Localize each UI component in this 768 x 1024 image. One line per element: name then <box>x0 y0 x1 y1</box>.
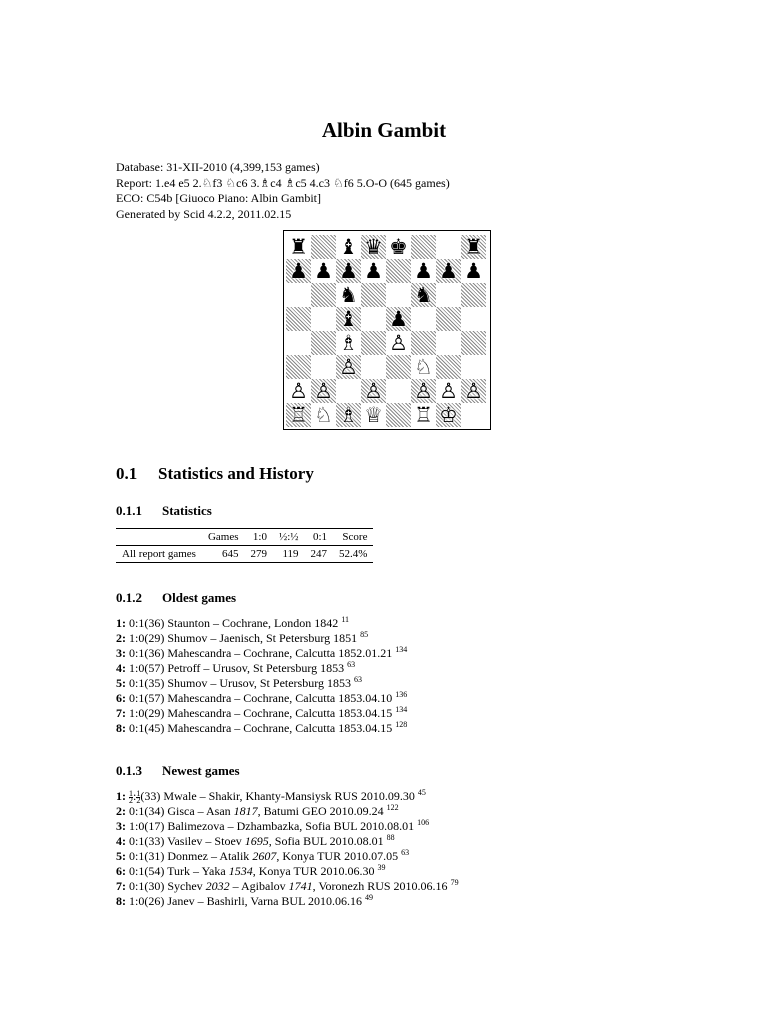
square-g1 <box>436 403 461 427</box>
statistics-heading: 0.1.1 Statistics <box>116 503 212 518</box>
stats-cell: 279 <box>250 548 267 560</box>
elo-rating: 1534 <box>228 864 253 878</box>
list-item <box>116 616 407 631</box>
page-title: Albin Gambit <box>321 118 447 142</box>
chess-board-frame <box>283 230 491 430</box>
half-fraction: $\frac{1}{2}$ <box>136 788 141 805</box>
chess-piece-icon: ♚ <box>389 234 408 259</box>
chess-piece-icon: ♟ <box>314 258 333 283</box>
chess-piece-icon: ♖ <box>414 402 433 427</box>
square-a8 <box>286 235 311 259</box>
list-item <box>116 849 459 864</box>
square-c1 <box>336 403 361 427</box>
elo-rating: 1741 <box>288 879 313 893</box>
elo-rating: 2607 <box>252 849 277 863</box>
move-count: 45 <box>417 788 426 797</box>
move-count: 106 <box>417 818 430 827</box>
move-count: 63 <box>347 660 356 669</box>
square-e8 <box>386 235 411 259</box>
square-a4 <box>286 331 311 355</box>
game-text: 1:0(26) Janev – Bashirli, Varna BUL 2010.06.16 <box>129 894 362 908</box>
square-h7 <box>461 259 486 283</box>
chess-piece-icon: ♝ <box>339 306 358 331</box>
game-text: 0:1(30) Sychev <box>129 879 206 893</box>
square-c4 <box>336 331 361 355</box>
database-line: Database: 31-XII-2010 (4,399,153 games) <box>116 160 320 174</box>
square-e7 <box>386 259 411 283</box>
game-text: 0:1(57) Mahescandra – Cochrane, Calcutta 1853.04.10 <box>129 691 393 705</box>
square-h1 <box>461 403 486 427</box>
generated-line: Generated by Scid 4.2.2, 2011.02.15 <box>116 206 292 221</box>
square-b7 <box>311 259 336 283</box>
chess-piece-icon: ♙ <box>414 378 433 403</box>
half-fraction: $\frac{1}{2}$ <box>129 788 133 805</box>
chess-piece-icon: ♗ <box>339 330 358 355</box>
game-text: (33) Mwale – Shakir, Khanty-Mansiysk RUS 2010.09.30 <box>140 789 415 803</box>
square-g6 <box>436 283 461 307</box>
square-f2 <box>411 379 436 403</box>
chess-piece-icon: ♟ <box>414 258 433 283</box>
stats-cell: 52.4% <box>339 548 368 560</box>
square-e3 <box>386 355 411 379</box>
move-count: 39 <box>377 863 386 872</box>
move-count: 128 <box>395 720 408 729</box>
chess-piece-icon: ♖ <box>289 402 308 427</box>
square-h3 <box>461 355 486 379</box>
move-count: 136 <box>395 690 408 699</box>
chess-piece-icon: ♘ <box>414 354 433 379</box>
list-item <box>116 721 407 736</box>
chess-piece-icon: ♟ <box>339 258 358 283</box>
section-heading: 0.1 Statistics and History <box>116 464 314 483</box>
stats-cell: 247 <box>310 548 328 560</box>
square-d4 <box>361 331 386 355</box>
square-b6 <box>311 283 336 307</box>
stats-cell: All report games <box>122 548 196 560</box>
chess-piece-icon: ♙ <box>314 378 333 403</box>
chess-piece-icon: ♙ <box>339 354 358 379</box>
list-item <box>116 834 459 849</box>
game-text: 1:0(17) Balimezova – Dzhambazka, Sofia BUL 2010.08.01 <box>129 819 415 833</box>
square-c8 <box>336 235 361 259</box>
game-text: , Voronezh RUS 2010.06.16 <box>312 879 448 893</box>
chess-piece-icon: ♘ <box>314 402 333 427</box>
eco-line: ECO: C54b [Giuoco Piano: Albin Gambit] <box>116 191 321 205</box>
game-text: , Sofia BUL 2010.08.01 <box>268 834 384 848</box>
square-h8 <box>461 235 486 259</box>
move-count: 85 <box>360 630 369 639</box>
elo-rating: 1695 <box>244 834 269 848</box>
chess-piece-icon: ♙ <box>364 378 383 403</box>
elo-rating: 1817 <box>233 804 258 818</box>
list-item <box>116 691 407 706</box>
stats-header-cell: ½:½ <box>278 531 299 543</box>
game-number: 2: <box>116 631 126 645</box>
square-a2 <box>286 379 311 403</box>
square-c3 <box>336 355 361 379</box>
chess-piece-icon: ♟ <box>464 258 483 283</box>
game-number: 3: <box>116 819 126 833</box>
report-line: Report: 1.e4 e5 2.♘f3 ♘c6 3.♗c4 ♗c5 4.c3 ♘f6 5.O-O (645 games) <box>116 175 450 190</box>
stats-header-cell: Games <box>207 531 239 543</box>
square-c6 <box>336 283 361 307</box>
game-text: 0:1(54) Turk – Yaka <box>129 864 229 878</box>
stats-header-cell: Score <box>342 531 368 543</box>
chess-piece-icon: ♙ <box>289 378 308 403</box>
game-text: , Konya TUR 2010.07.05 <box>276 849 399 863</box>
square-e1 <box>386 403 411 427</box>
square-b8 <box>311 235 336 259</box>
square-f6 <box>411 283 436 307</box>
square-b1 <box>311 403 336 427</box>
move-count: 134 <box>395 645 408 654</box>
square-h6 <box>461 283 486 307</box>
list-item <box>116 879 459 894</box>
game-number: 7: <box>116 879 126 893</box>
square-f5 <box>411 307 436 331</box>
game-text: 1:0(57) Petroff – Urusov, St Petersburg 1853 <box>129 661 345 675</box>
square-f8 <box>411 235 436 259</box>
game-text: 0:1(45) Mahescandra – Cochrane, Calcutta 1853.04.15 <box>129 721 393 735</box>
square-d2 <box>361 379 386 403</box>
statistics-table <box>116 528 373 563</box>
chess-piece-icon: ♞ <box>339 282 358 307</box>
list-item: 1: $\frac{1}{2}$ : $\frac{1}{2}$ (33) Mwale – Shakir, Khanty-Mansiysk RUS 2010.09.30 $^{45}$ <box>116 788 426 805</box>
game-number: 4: <box>116 834 126 848</box>
chess-piece-icon: ♛ <box>364 234 383 259</box>
square-g7 <box>436 259 461 283</box>
game-number: 8: <box>116 721 126 735</box>
chess-piece-icon: ♜ <box>464 234 483 259</box>
chess-piece-icon: ♝ <box>339 234 358 259</box>
square-c2 <box>336 379 361 403</box>
move-count: 63 <box>401 848 410 857</box>
square-h5 <box>461 307 486 331</box>
game-number: 5: <box>116 849 126 863</box>
list-item <box>116 894 459 909</box>
game-text: 1:0(29) Mahescandra – Cochrane, Calcutta 1853.04.15 <box>129 706 393 720</box>
square-a3 <box>286 355 311 379</box>
move-count: 63 <box>354 675 362 684</box>
square-d5 <box>361 307 386 331</box>
oldest-games-list <box>116 616 407 736</box>
square-f3 <box>411 355 436 379</box>
game-number: 6: <box>116 691 126 705</box>
chess-piece-icon: ♕ <box>364 402 383 427</box>
game-text: 0:1(33) Vasilev – Stoev <box>129 834 245 848</box>
chess-piece-icon: ♙ <box>464 378 483 403</box>
stats-header-cell <box>116 529 202 546</box>
stats-cell: 119 <box>282 548 299 560</box>
chess-piece-icon: ♟ <box>289 258 308 283</box>
move-count: 49 <box>364 893 373 902</box>
square-g5 <box>436 307 461 331</box>
square-d7 <box>361 259 386 283</box>
game-number: 5: <box>116 676 126 690</box>
elo-rating: 2032 <box>205 879 230 893</box>
game-number: 8: <box>116 894 126 908</box>
game-text: 0:1(35) Shumov – Urusov, St Petersburg 1853 <box>129 676 351 690</box>
game-text: 0:1(31) Donmez – Atalik <box>129 849 253 863</box>
list-item <box>116 661 407 676</box>
square-a5 <box>286 307 311 331</box>
square-b3 <box>311 355 336 379</box>
move-count: 11 <box>341 615 350 624</box>
square-d3 <box>361 355 386 379</box>
square-g8 <box>436 235 461 259</box>
move-count: 122 <box>386 803 399 812</box>
game-text: 0:1(36) Mahescandra – Cochrane, Calcutta 1852.01.21 <box>129 646 393 660</box>
move-count: 88 <box>386 833 395 842</box>
square-d6 <box>361 283 386 307</box>
square-f7 <box>411 259 436 283</box>
game-text: 0:1(36) Staunton – Cochrane, London 1842 <box>129 616 339 630</box>
square-b4 <box>311 331 336 355</box>
square-b5 <box>311 307 336 331</box>
chess-board <box>286 235 486 427</box>
chess-piece-icon: ♗ <box>339 402 358 427</box>
game-number: 2: <box>116 804 126 818</box>
game-text: , Konya TUR 2010.06.30 <box>252 864 375 878</box>
square-f4 <box>411 331 436 355</box>
square-b2 <box>311 379 336 403</box>
chess-piece-icon: ♟ <box>389 306 408 331</box>
square-g3 <box>436 355 461 379</box>
square-f1 <box>411 403 436 427</box>
square-e2 <box>386 379 411 403</box>
move-count: 134 <box>395 705 408 714</box>
chess-piece-icon: ♟ <box>364 258 383 283</box>
game-text: – Agibalov <box>229 879 289 893</box>
game-number: 4: <box>116 661 126 675</box>
game-text: , Batumi GEO 2010.09.24 <box>257 804 384 818</box>
list-item <box>116 804 459 819</box>
chess-piece-icon: ♙ <box>439 378 458 403</box>
square-g4 <box>436 331 461 355</box>
list-item <box>116 864 459 879</box>
square-c5 <box>336 307 361 331</box>
square-d8 <box>361 235 386 259</box>
move-count: 79 <box>450 878 459 887</box>
square-a7 <box>286 259 311 283</box>
game-text: 0:1(34) Gisca – Asan <box>129 804 234 818</box>
square-e6 <box>386 283 411 307</box>
list-item <box>116 819 459 834</box>
square-c7 <box>336 259 361 283</box>
game-number: 3: <box>116 646 126 660</box>
stats-cell: 645 <box>221 548 239 560</box>
chess-piece-icon: ♙ <box>389 330 408 355</box>
newest-games-list <box>116 789 459 909</box>
game-number: 7: <box>116 706 126 720</box>
report-meta <box>116 160 450 222</box>
game-number: 1: <box>116 616 126 630</box>
square-a1 <box>286 403 311 427</box>
game-text: 1:0(29) Shumov – Jaenisch, St Petersburg 1851 <box>129 631 358 645</box>
list-item <box>116 646 407 661</box>
square-g2 <box>436 379 461 403</box>
chess-piece-icon: ♟ <box>439 258 458 283</box>
stats-header-cell: 0:1 <box>312 531 328 543</box>
square-h2 <box>461 379 486 403</box>
list-item <box>116 631 407 646</box>
square-a6 <box>286 283 311 307</box>
table-row <box>116 546 373 563</box>
chess-piece-icon: ♜ <box>289 234 308 259</box>
newest-games-heading: 0.1.3 Newest games <box>116 763 240 778</box>
square-d1 <box>361 403 386 427</box>
list-item <box>116 706 407 721</box>
square-e5 <box>386 307 411 331</box>
chess-piece-icon: ♞ <box>414 282 433 307</box>
game-number: 1: <box>116 789 126 803</box>
square-e4 <box>386 331 411 355</box>
oldest-games-heading: 0.1.2 Oldest games <box>116 590 237 605</box>
list-item <box>116 676 407 691</box>
game-number: 6: <box>116 864 126 878</box>
stats-header-cell: 1:0 <box>252 531 267 543</box>
chess-piece-icon: ♔ <box>439 402 458 427</box>
square-h4 <box>461 331 486 355</box>
